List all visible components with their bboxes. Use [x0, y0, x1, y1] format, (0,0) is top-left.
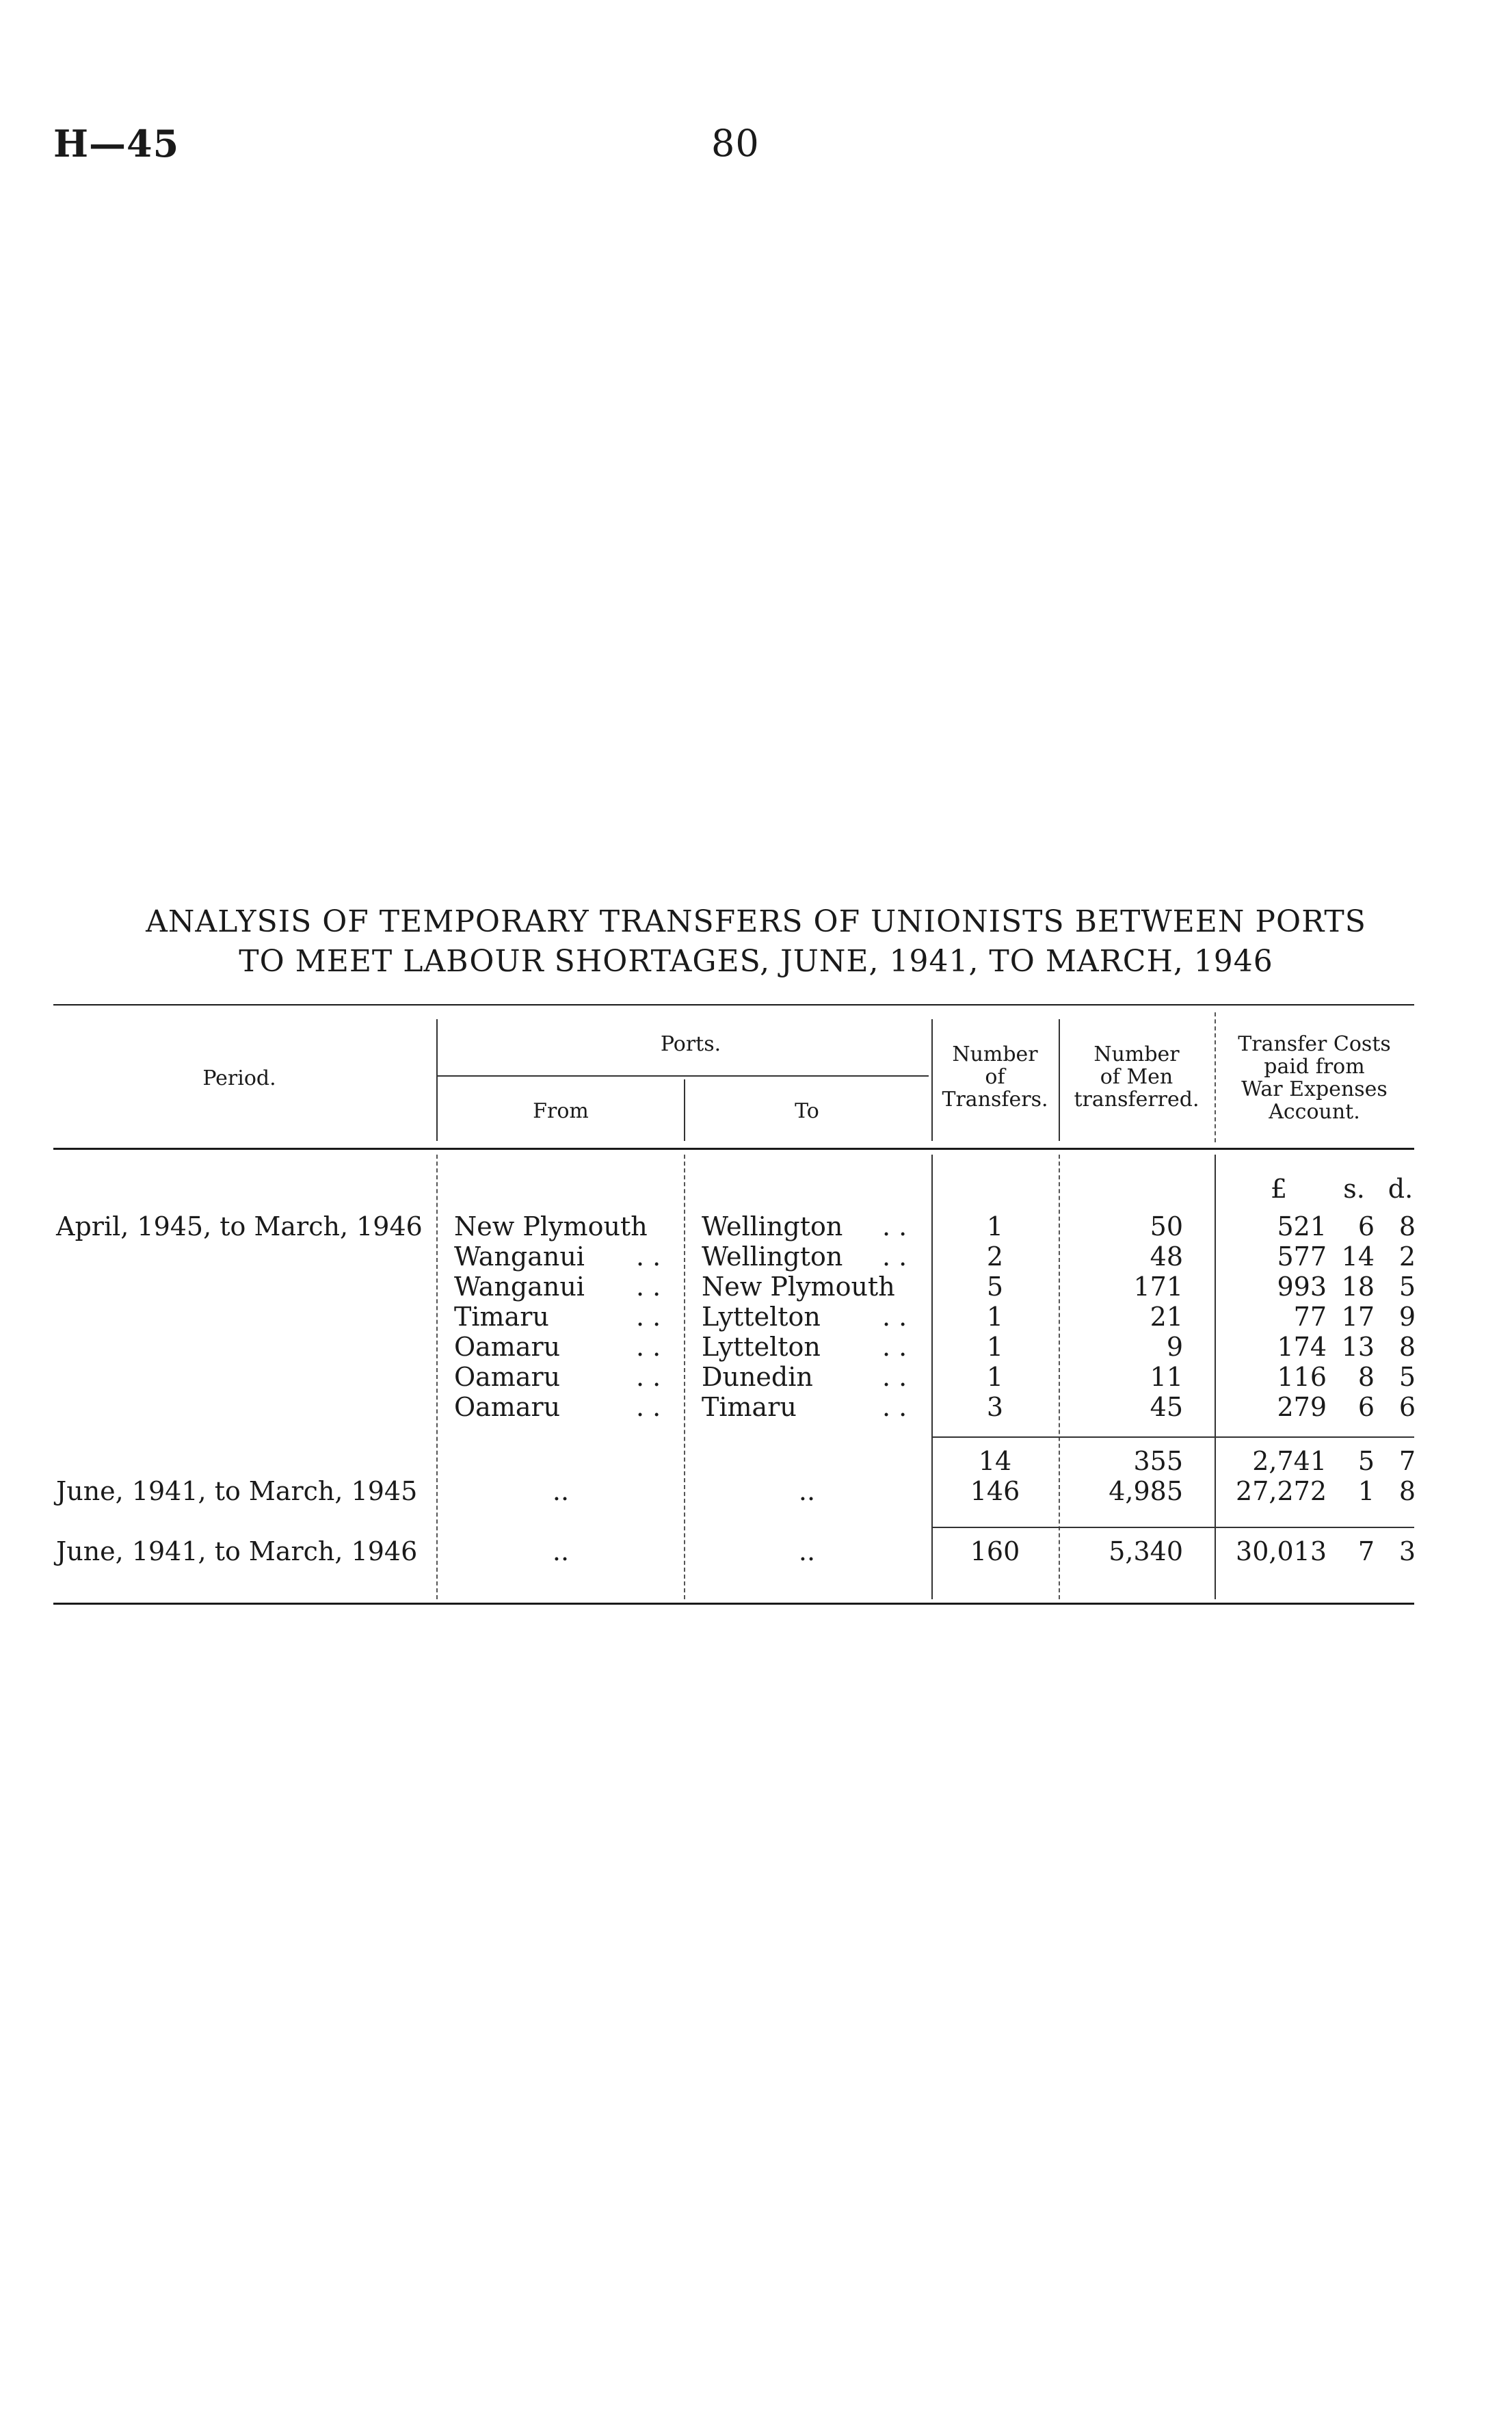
previous-from: .. [552, 1476, 570, 1506]
row-shillings: 14 [1341, 1241, 1375, 1272]
row-shillings: 13 [1341, 1332, 1375, 1362]
period-heading: Period. [202, 1066, 276, 1090]
previous-to: .. [798, 1476, 816, 1506]
header-bottom-rule [53, 1148, 1414, 1150]
total-transfers: 160 [970, 1536, 1020, 1566]
row-men: 48 [1150, 1241, 1183, 1272]
costs-heading-line: Account. [1269, 1100, 1360, 1124]
row-pence: 5 [1398, 1362, 1416, 1392]
body-sep-period [436, 1155, 438, 1599]
men-heading [1059, 1043, 1215, 1111]
transfers-heading-line: of [985, 1065, 1005, 1089]
ports-underline [436, 1075, 929, 1077]
row-shillings: 17 [1341, 1302, 1375, 1332]
table-title-line-2: TO MEET LABOUR SHORTAGES, JUNE, 1941, TO MARCH, 1946 [239, 944, 1273, 979]
row-shillings: 18 [1341, 1272, 1375, 1302]
leader-dots: . . [882, 1392, 907, 1422]
col-sep-period [436, 1019, 438, 1141]
row-to: Wellington [702, 1241, 843, 1272]
table-title-line-1: ANALYSIS OF TEMPORARY TRANSFERS OF UNIONISTS BETWEEN PORTS [146, 904, 1366, 939]
row-men: 45 [1150, 1392, 1183, 1422]
row-to: Lyttelton [702, 1332, 821, 1362]
row-pounds: 77 [1293, 1302, 1327, 1332]
leader-dots: . . [882, 1332, 907, 1362]
row-from: Oamaru [454, 1392, 561, 1422]
main-period: April, 1945, to March, 1946 [56, 1211, 423, 1241]
previous-pence: 8 [1398, 1476, 1416, 1506]
row-pence: 9 [1398, 1302, 1416, 1332]
leader-dots: . . [636, 1272, 661, 1302]
costs-heading [1215, 1033, 1414, 1123]
leader-dots: . . [636, 1241, 661, 1272]
subtotal-pence: 7 [1398, 1446, 1416, 1476]
leader-dots: . . [882, 1241, 907, 1272]
row-transfers: 2 [986, 1241, 1004, 1272]
row-transfers: 1 [986, 1302, 1004, 1332]
row-pounds: 993 [1277, 1272, 1327, 1302]
row-pounds: 279 [1277, 1392, 1327, 1422]
row-from: Timaru [454, 1302, 549, 1332]
row-pence: 8 [1398, 1332, 1416, 1362]
previous-transfers: 146 [970, 1476, 1020, 1506]
subtotal-transfers: 14 [978, 1446, 1012, 1476]
total-to: .. [798, 1536, 816, 1566]
total-period: June, 1941, to March, 1946 [56, 1536, 418, 1566]
table-bottom-rule [53, 1603, 1414, 1605]
previous-period: June, 1941, to March, 1945 [56, 1476, 418, 1506]
table-top-rule [53, 1004, 1414, 1006]
subtotal-men: 355 [1133, 1446, 1183, 1476]
row-pounds: 174 [1277, 1332, 1327, 1362]
row-to: Timaru [702, 1392, 797, 1422]
ports-heading: Ports. [660, 1032, 721, 1056]
row-men: 11 [1150, 1362, 1183, 1392]
row-transfers: 1 [986, 1332, 1004, 1362]
men-heading-line: Number [1093, 1042, 1180, 1066]
previous-men: 4,985 [1109, 1476, 1183, 1506]
leader-dots: . . [636, 1332, 661, 1362]
men-heading-line: transferred. [1074, 1088, 1199, 1112]
row-transfers: 1 [986, 1362, 1004, 1392]
row-shillings: 6 [1357, 1392, 1375, 1422]
transfers-heading-line: Number [952, 1042, 1038, 1066]
row-pounds: 577 [1277, 1241, 1327, 1272]
row-from: Wanganui [454, 1241, 585, 1272]
previous-shillings: 1 [1357, 1476, 1375, 1506]
row-men: 9 [1166, 1332, 1183, 1362]
transfers-heading-line: Transfers. [942, 1088, 1048, 1112]
row-shillings: 6 [1357, 1211, 1375, 1241]
row-from: Oamaru [454, 1362, 561, 1392]
row-transfers: 5 [986, 1272, 1004, 1302]
row-pounds: 521 [1277, 1211, 1327, 1241]
to-heading: To [795, 1099, 819, 1123]
total-rule [931, 1527, 1414, 1528]
pounds-unit: £ [1270, 1174, 1288, 1204]
leader-dots: . . [882, 1211, 907, 1241]
row-pence: 2 [1398, 1241, 1416, 1272]
row-from: Wanganui [454, 1272, 585, 1302]
costs-heading-line: Transfer Costs [1238, 1032, 1391, 1056]
total-shillings: 7 [1357, 1536, 1375, 1566]
men-heading-line: of Men [1100, 1065, 1173, 1089]
page-number: 80 [711, 122, 760, 165]
subtotal-shillings: 5 [1357, 1446, 1375, 1476]
leader-dots: . . [636, 1302, 661, 1332]
subtotal-pounds: 2,741 [1252, 1446, 1327, 1476]
total-pence: 3 [1398, 1536, 1416, 1566]
document-code: H—45 [53, 122, 180, 166]
row-pence: 5 [1398, 1272, 1416, 1302]
costs-heading-line: paid from [1264, 1055, 1365, 1079]
col-sep-from-to [684, 1079, 685, 1141]
leader-dots: . . [882, 1362, 907, 1392]
row-pounds: 116 [1277, 1362, 1327, 1392]
row-pence: 8 [1398, 1211, 1416, 1241]
total-men: 5,340 [1109, 1536, 1183, 1566]
row-men: 21 [1150, 1302, 1183, 1332]
row-from: New Plymouth [454, 1211, 648, 1241]
row-men: 50 [1150, 1211, 1183, 1241]
row-from: Oamaru [454, 1332, 561, 1362]
transfers-heading [931, 1043, 1059, 1111]
previous-pounds: 27,272 [1236, 1476, 1327, 1506]
row-to: New Plymouth [702, 1272, 895, 1302]
shillings-unit: s. [1343, 1174, 1365, 1204]
row-transfers: 1 [986, 1211, 1004, 1241]
row-men: 171 [1133, 1272, 1183, 1302]
row-to: Dunedin [702, 1362, 813, 1392]
costs-heading-line: War Expenses [1241, 1077, 1388, 1101]
row-to: Wellington [702, 1211, 843, 1241]
row-shillings: 8 [1357, 1362, 1375, 1392]
total-from: .. [552, 1536, 570, 1566]
row-transfers: 3 [986, 1392, 1004, 1422]
total-pounds: 30,013 [1236, 1536, 1327, 1566]
pence-unit: d. [1388, 1174, 1414, 1204]
row-to: Lyttelton [702, 1302, 821, 1332]
leader-dots: . . [636, 1392, 661, 1422]
subtotal-rule [931, 1436, 1414, 1438]
from-heading: From [533, 1099, 589, 1123]
leader-dots: . . [882, 1302, 907, 1332]
body-sep-from-to [684, 1155, 685, 1599]
row-pence: 6 [1398, 1392, 1416, 1422]
body-sep-men [1215, 1155, 1216, 1599]
leader-dots: . . [636, 1362, 661, 1392]
